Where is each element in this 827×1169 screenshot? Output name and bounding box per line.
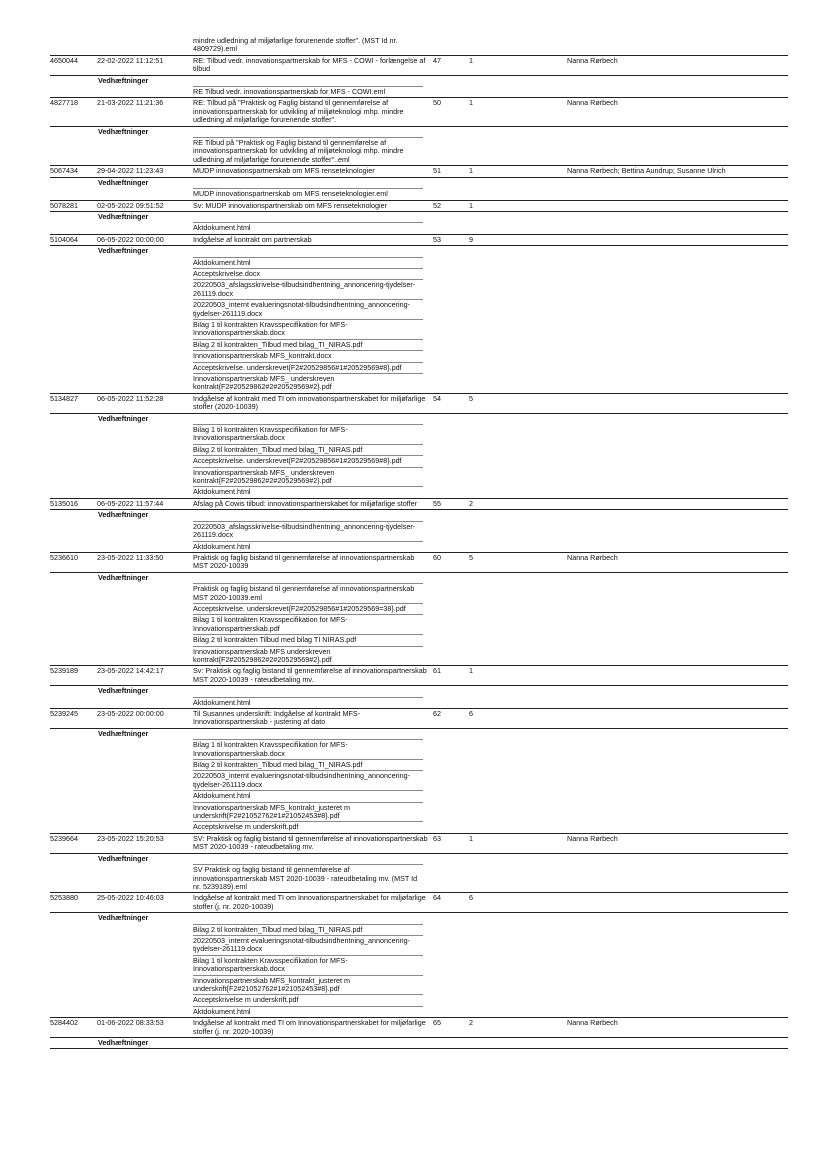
record-row xyxy=(50,165,788,199)
record-person: Nanna Rørbech xyxy=(567,833,618,843)
attachment-item: 20220503_afslagsskrivelse-tilbudsindhentning_annoncering-tjydelser-261119.docx xyxy=(193,521,423,541)
record-id: 5239664 xyxy=(50,833,78,843)
record-person xyxy=(567,894,767,911)
table-end-rule xyxy=(50,1048,788,1049)
record-title: MUDP innovationspartnerskab om MFS renseteknologier xyxy=(193,166,375,176)
attachment-item: 20220503_afslagsskrivelse-tilbudsindhentning_annoncering-tjydelser-261119.docx xyxy=(193,279,423,299)
record-id: 5284402 xyxy=(50,1018,78,1028)
record-number: 61 xyxy=(433,666,441,676)
record-title: RE: Tilbud på "Praktisk og Faglig bistand til gennemførelse af innovationspartnerskab for udvikling af miljøteknologi mhp. mindre udledning af miljøfarlige forurenende stoffer". xyxy=(193,98,404,125)
record-date: 23-05-2022 15:20:53 xyxy=(97,833,164,843)
record-person xyxy=(567,667,767,684)
attachment-item: Acceptskrivelse. underskrevet{F2#20529856#1#20529569=38}.pdf xyxy=(193,603,423,614)
attachment-item: SV Praktisk og faglig bistand til gennemførelse af innovationspartnerskab MST 2020-10039 - rateudbetaling mv. (MST Id nr. 5239189).eml xyxy=(193,864,423,892)
attachment-count: 2 xyxy=(469,498,473,508)
record-row xyxy=(50,200,788,234)
attachments-label: Vedhæftninger xyxy=(98,413,149,423)
record-person xyxy=(567,202,767,210)
record-title: Indgåelse af kontrakt med TI om innovationspartnerskabet for miljøfarlige stoffer (2020-10039) xyxy=(193,393,426,412)
attachment-item: Aktdokument.html xyxy=(193,486,423,497)
attachments-label: Vedhæftninger xyxy=(98,126,149,136)
record-date: 22-02-2022 11:12:51 xyxy=(97,55,164,65)
attachment-count: 1 xyxy=(469,166,473,176)
attachment-item: Aktdokument.html xyxy=(193,1006,423,1017)
attachments-label: Vedhæftninger xyxy=(98,572,149,582)
attachments-label: Vedhæftninger xyxy=(98,1038,149,1047)
record-row xyxy=(50,665,788,708)
record-id: 5135016 xyxy=(50,498,78,508)
record-id: 5239189 xyxy=(50,666,78,676)
attachment-item: Bilag 2 til kontrakten_Tilbud med bilag_TI_NIRAS.pdf xyxy=(193,759,423,770)
record-title: Afslag på Cowis tilbud: innovationspartnerskabet for miljøfarlige stoffer xyxy=(193,498,417,508)
attachment-item: Acceptskrivelse. underskrevet{F2#20529856#1#20529569#8}.pdf xyxy=(193,455,423,466)
record-person: Nanna Rørbech xyxy=(567,1018,618,1028)
record-row xyxy=(50,55,788,98)
record-person xyxy=(567,236,767,244)
attachment-item: Aktdokument.html xyxy=(193,697,423,708)
record-title: Indgåelse af kontrakt med TI om Innovationspartnerskabet for miljøfarlige stoffer (j. nr. 2020-10039) xyxy=(193,893,426,911)
attachment-item: Bilag 2 til kontrakten_Tilbud med bilag_TI_NIRAS.pdf xyxy=(193,924,423,935)
attachment-item: Bilag 2 til kontrakten_Tilbud med bilag_TI_NIRAS.pdf xyxy=(193,339,423,350)
attachment-item: Acceptskrivelse.docx xyxy=(193,268,423,279)
record-title: Til Susannes underskrift: Indgåelse af kontrakt MFS-Innovationspartnerskab - justering af dato xyxy=(193,709,361,727)
record-row xyxy=(50,892,788,1017)
attachments-label: Vedhæftninger xyxy=(98,75,149,85)
record-row xyxy=(50,498,788,552)
attachment-item: Bilag 1 til kontrakten Kravsspecifikation for MFS-Innovationspartnerskab.docx xyxy=(193,955,423,975)
attachment-item: Acceptskrivelse. underskrevet{F2#20529856#1#20529569#8}.pdf xyxy=(193,362,423,373)
attachment-item: MUDP innovationspartnerskab om MFS renseteknologier.eml xyxy=(193,188,423,199)
attachment-count: 5 xyxy=(469,393,473,403)
record-date: 29-04-2022 11:23:43 xyxy=(97,166,164,176)
attachment-count: 1 xyxy=(469,200,473,210)
attachment-item: Bilag 1 til kontrakten Kravsspecifikation for MFS-Innovationspartnerskab.docx xyxy=(193,319,423,339)
record-date: 06-05-2022 11:52:28 xyxy=(97,393,164,403)
record-date: 23-05-2022 14:42:17 xyxy=(97,666,164,676)
attachment-item: Aktdokument.html xyxy=(193,790,423,801)
record-id: 5078281 xyxy=(50,200,78,210)
record-person: Nanna Rørbech xyxy=(567,55,618,65)
attachment-item: Innovationspartnerskab MFS_kontrakt_justeret m underskrift{F2#21052762#1#21052453#8}.pdf xyxy=(193,802,423,822)
record-date: 23-05-2022 11:33:50 xyxy=(97,552,164,562)
record-title: SV: Praktisk og faglig bistand til gennemførelse af innovationspartnerskab MST 2020-10039 - rateudbetaling mv. xyxy=(193,833,428,852)
attachment-count: 1 xyxy=(469,55,473,65)
attachments-label: Vedhæftninger xyxy=(98,853,149,863)
record-number: 55 xyxy=(433,498,441,508)
attachment-item: RE Tilbud vedr. innovationspartnerskab for MFS - COWI.eml xyxy=(193,86,423,97)
record-title: Praktisk og faglig bistand til gennemførelse af innovationspartnerskab MST 2020-10039 xyxy=(193,552,415,571)
attachment-item: Aktdokument.html xyxy=(193,222,423,233)
record-title: Indgåelse af kontrakt om partnerskab xyxy=(193,234,312,244)
records-list xyxy=(50,55,788,1050)
record-number: 54 xyxy=(433,393,441,403)
attachment-item: Acceptskrivelse m underskrift.pdf xyxy=(193,821,423,832)
record-date: 23-05-2022 00:00:00 xyxy=(97,709,164,718)
continuation-text: mindre udledning af miljøfarlige forurenende stoffer". (MST Id nr. 4809729).eml xyxy=(193,36,398,54)
record-row xyxy=(50,833,788,892)
attachment-count: 6 xyxy=(469,893,473,903)
record-number: 53 xyxy=(433,234,441,244)
attachments-label: Vedhæftninger xyxy=(98,510,149,520)
record-row xyxy=(50,234,788,393)
attachment-count: 1 xyxy=(469,666,473,676)
record-row xyxy=(50,1017,788,1048)
attachment-item: Acceptskrivelse m underskrift.pdf xyxy=(193,994,423,1005)
attachments-label: Vedhæftninger xyxy=(98,211,149,221)
record-id: 5067434 xyxy=(50,166,78,176)
record-number: 63 xyxy=(433,833,441,843)
record-title: RE: Tilbud vedr. innovationspartnerskab for MFS - COWI - forlængelse af tilbud xyxy=(193,55,426,74)
document-table xyxy=(50,36,788,1049)
attachment-item: Innovationspartnerskab MFS_kontrakt_justeret m underskrift{F2#21052762#1#21052453#8}.pdf xyxy=(193,975,423,995)
record-id: 5239245 xyxy=(50,709,78,718)
attachment-item: RE Tilbud på "Praktisk og Faglig bistand til gennemførelse af innovationspartnerskab for udvikling af miljøteknologi mhp. mindre udledning af miljøfarlige forurenende stoffer"..eml xyxy=(193,137,423,165)
attachment-count: 9 xyxy=(469,234,473,244)
attachment-item: 20220503_internt evalueringsnotat-tilbudsindhentning_annoncering-tjydelser-261119.docx xyxy=(193,935,423,955)
attachment-item: Bilag 2 til kontrakten Tilbud med bilag TI NIRAS.pdf xyxy=(193,634,423,645)
record-person xyxy=(567,500,767,508)
attachment-item: Praktisk og faglig bistand til gennemførelse af innovationspartnerskab MST 2020-10039.eml xyxy=(193,583,423,603)
attachments-label: Vedhæftninger xyxy=(98,913,149,923)
attachment-item: Innovationspartnerskab MFS_ underskreven kontrakt{F2#20529862#2#20529569#2}.pdf xyxy=(193,373,423,393)
record-id: 5253880 xyxy=(50,893,78,903)
record-title: Sv: MUDP innovationspartnerskab om MFS renseteknologier xyxy=(193,200,388,210)
record-number: 62 xyxy=(433,709,441,718)
attachment-item: Aktdokument.html xyxy=(193,541,423,552)
record-number: 47 xyxy=(433,55,441,65)
record-row xyxy=(50,552,788,665)
attachment-item: Bilag 1 til kontrakten Kravsspecifikation for MFS-Innovationspartnerskab.pdf xyxy=(193,614,423,634)
record-id: 5104064 xyxy=(50,234,78,244)
record-person xyxy=(567,710,767,727)
record-date: 02-05-2022 09:51:52 xyxy=(97,200,164,210)
record-id: 5134827 xyxy=(50,393,78,403)
record-title: Sv: Praktisk og faglig bistand til gennemførelse af innovationspartnerskab MST 2020-10039 - rateudbetaling mv. xyxy=(193,666,427,684)
attachment-item: 20220503_internt evalueringsnotat-tilbudsindhentning_annoncering-tjydelser-261119.docx xyxy=(193,299,423,319)
record-number: 50 xyxy=(433,98,441,108)
record-date: 01-06-2022 08:33:53 xyxy=(97,1018,164,1028)
attachment-count: 2 xyxy=(469,1018,473,1028)
record-number: 52 xyxy=(433,200,441,210)
record-number: 51 xyxy=(433,166,441,176)
attachment-item: Bilag 1 til kontrakten Kravsspecifikation for MFS-Innovationspartnerskab.docx xyxy=(193,739,423,759)
record-number: 60 xyxy=(433,552,441,562)
record-person: Nanna Rørbech; Bettina Aundrup; Susanne Ulrich xyxy=(567,166,726,176)
attachment-item: Innovationspartnerskab MFS_kontrakt.docx xyxy=(193,350,423,361)
attachments-label: Vedhæftninger xyxy=(98,728,149,738)
attachment-item: Innovationspartnerskab MFS_ underskreven kontrakt{F2#20529862#2#20529569#2}.pdf xyxy=(193,467,423,487)
attachment-count: 1 xyxy=(469,833,473,843)
record-row xyxy=(50,393,788,498)
record-id: 4827718 xyxy=(50,98,78,108)
record-number: 64 xyxy=(433,893,441,903)
attachment-count: 6 xyxy=(469,709,473,718)
record-id: 4650044 xyxy=(50,55,78,65)
record-date: 21-03-2022 11:21:36 xyxy=(97,98,164,108)
attachments-label: Vedhæftninger xyxy=(98,177,149,187)
record-row xyxy=(50,708,788,833)
record-person: Nanna Rørbech xyxy=(567,552,618,562)
attachments-label: Vedhæftninger xyxy=(98,686,149,696)
attachments-label: Vedhæftninger xyxy=(98,246,149,256)
record-date: 06-05-2022 00:00:00 xyxy=(97,234,164,244)
record-number: 65 xyxy=(433,1018,441,1028)
attachment-item: Bilag 1 til kontrakten Kravsspecifikation for MFS-Innovationspartnerskab.docx xyxy=(193,424,423,444)
attachment-item: 20220503_internt evalueringsnotat-tilbudsindhentning_annoncering-tjydelser-261119.docx xyxy=(193,770,423,790)
attachment-item: Aktdokument.html xyxy=(193,257,423,268)
attachment-count: 5 xyxy=(469,552,473,562)
record-person xyxy=(567,395,767,412)
attachment-count: 1 xyxy=(469,98,473,108)
record-title: Indgåelse af kontrakt med TI om Innovationspartnerskabet for miljøfarlige stoffer (j. nr. 2020-10039) xyxy=(193,1018,426,1036)
record-person: Nanna Rørbech xyxy=(567,98,618,108)
record-id: 5236610 xyxy=(50,552,78,562)
record-date: 06-05-2022 11:57:44 xyxy=(97,498,164,508)
record-row xyxy=(50,97,788,165)
attachment-item: Innovationspartnerskab MFS underskreven kontrakt{F2#20529862#2#20529569#2}.pdf xyxy=(193,646,423,666)
attachment-item: Bilag 2 til kontrakten_Tilbud med bilag_TI_NIRAS.pdf xyxy=(193,444,423,455)
record-date: 25-05-2022 10:46:03 xyxy=(97,893,164,903)
